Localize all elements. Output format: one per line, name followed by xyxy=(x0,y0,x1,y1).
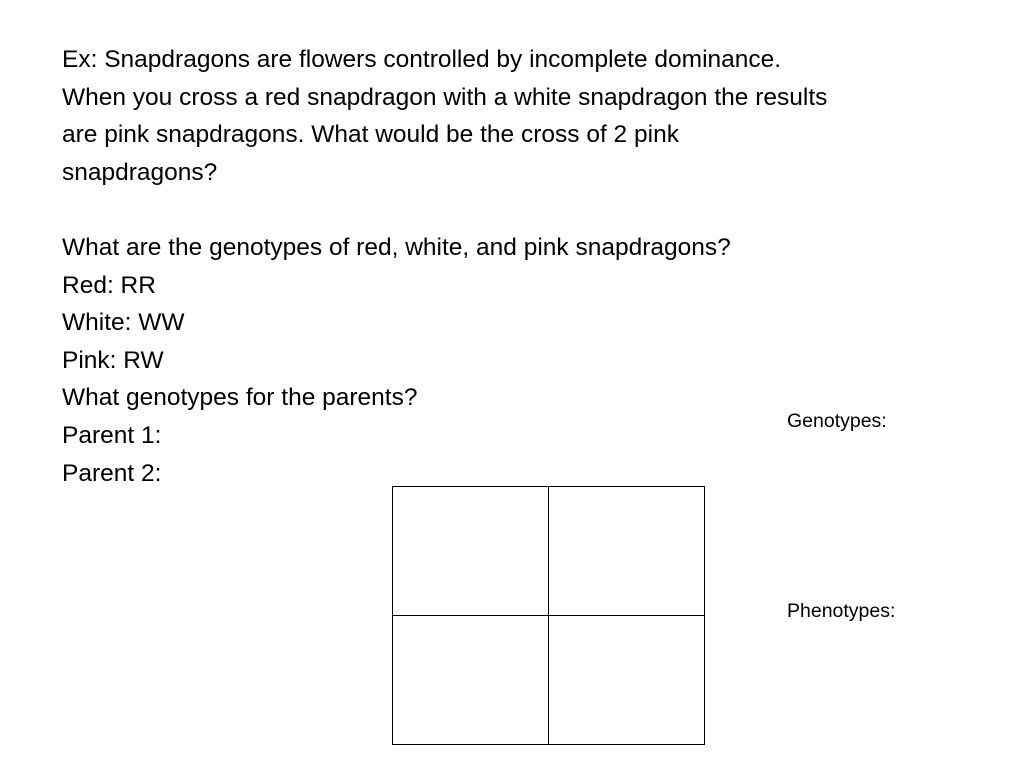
punnett-row-1 xyxy=(393,487,705,616)
parents-question: What genotypes for the parents? xyxy=(62,384,418,412)
punnett-cell-2-1 xyxy=(393,616,549,745)
spacer xyxy=(62,191,972,229)
problem-line-1: Ex: Snapdragons are flowers controlled by incomplete dominance. xyxy=(62,46,782,73)
genotypes-label: Genotypes: xyxy=(787,410,887,432)
parent-2-label: Parent 2: xyxy=(62,459,162,487)
problem-line-2: When you cross a red snapdragon with a white snapdragon the results xyxy=(62,83,828,111)
phenotypes-label: Phenotypes: xyxy=(787,600,896,622)
pink-genotype: Pink: RW xyxy=(62,346,164,374)
red-genotype: Red: RR xyxy=(62,271,156,299)
genotype-question: What are the genotypes of red, white, and pink snapdragons? xyxy=(62,233,731,261)
punnett-cell-1-2 xyxy=(549,487,705,616)
punnett-square xyxy=(392,486,705,745)
white-genotype: White: WW xyxy=(62,309,185,337)
punnett-cell-1-1 xyxy=(393,487,549,616)
punnett-row-2 xyxy=(393,616,705,745)
problem-line-4: snapdragons? xyxy=(62,158,218,186)
parent-1-label: Parent 1: xyxy=(62,421,162,449)
punnett-cell-2-2 xyxy=(549,616,705,745)
problem-line-3: are pink snapdragons. What would be the cross of 2 pink xyxy=(62,121,679,149)
